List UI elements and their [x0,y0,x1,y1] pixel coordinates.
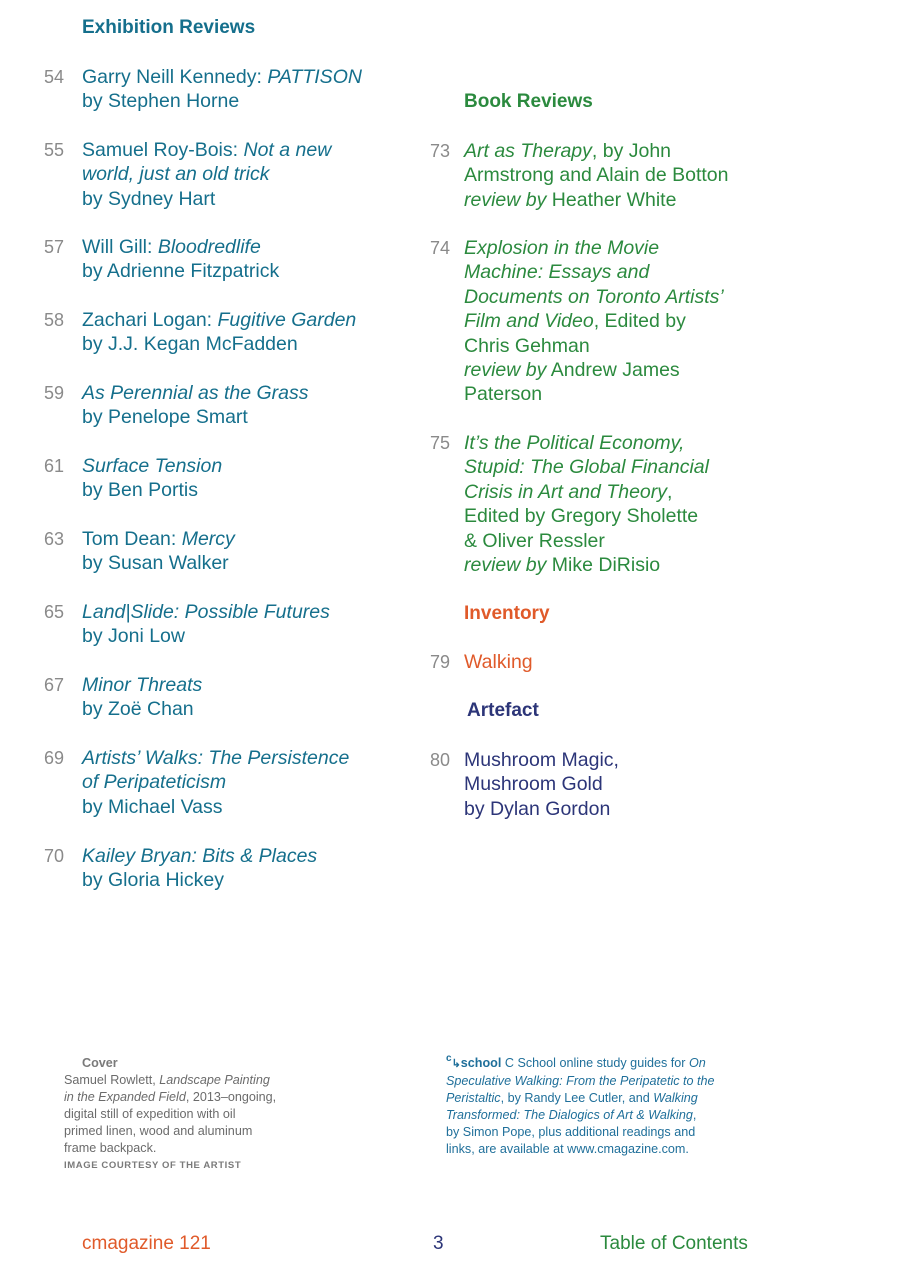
cschool-text: , by Randy Lee Cutler, and [500,1091,654,1105]
cschool-text: by Simon Pope, plus additional readings and [446,1125,696,1139]
page-number: 55 [43,140,64,160]
book-title: Machine: Essays and [464,261,650,284]
page-number: 59 [43,383,64,403]
cover-artist: Samuel Rowlett, [64,1073,160,1087]
exhibition-title: of Peripateticism [82,771,227,794]
cschool-guide-title: Transformed: The Dialogics of Art & Walking [446,1108,693,1122]
page-number: 67 [43,675,64,695]
artefact-author: by Dylan Gordon [464,797,611,820]
artefact-title: Mushroom Magic, [464,749,619,771]
artefact-heading: Artefact [467,700,539,721]
review-by: review by [464,188,547,211]
reviewer: Mike DiRisio [551,554,661,577]
book-title: Film and Video [464,310,594,333]
artist-name: Zachari Logan: [82,309,218,331]
book-title: It’s the Political Economy, [464,432,685,454]
reviewer: by Adrienne Fitzpatrick [82,260,280,283]
book-title: Stupid: The Global Financial [464,456,709,479]
artist-name: Will Gill: [82,236,158,258]
exhibition-title: Artists’ Walks: The Persistence [82,747,350,769]
page-number: 57 [43,237,64,257]
exhibition-title: Kailey Bryan: Bits & Places [82,845,318,867]
book-editor: Chris Gehman [464,334,590,357]
page-number: 63 [43,529,64,549]
book-editor: Edited by Gregory Sholette [464,505,699,528]
book-heading: Book Reviews [464,91,593,112]
reviewer: Heather White [551,188,677,211]
magazine-issue: cmagazine 121 [82,1233,211,1254]
book-title: Explosion in the Movie [464,237,660,259]
page-number: 73 [429,141,450,161]
cover-caption [64,1055,324,1174]
reviewer: by Gloria Hickey [82,869,224,892]
punct: , [667,480,673,503]
exhibition-title: Fugitive Garden [217,309,357,331]
cschool-guide-title: On [689,1056,706,1070]
exhibition-title: Land|Slide: Possible Futures [82,601,330,623]
page-number: 58 [43,310,64,330]
exhibition-title: Bloodredlife [157,236,261,258]
cschool-logo-text: school [460,1056,502,1070]
exhibition-title: Mercy [181,528,235,550]
book-author: , by John [591,140,672,162]
page-number: 54 [43,67,64,87]
return-arrow-icon: ↳ [451,1058,461,1070]
cover-title: Landscape Painting [159,1073,270,1087]
inventory-heading: Inventory [464,603,550,624]
page-number: 74 [429,238,450,258]
artist-name: Samuel Roy-Bois: [82,139,244,161]
book-title: Art as Therapy [464,140,592,162]
reviewer: by Ben Portis [82,479,198,502]
exhibition-heading: Exhibition Reviews [82,17,256,38]
exhibition-title: Surface Tension [82,455,223,477]
reviewer: by Joni Low [82,625,185,648]
review-by: review by [464,359,547,382]
book-author: Armstrong and Alain de Botton [464,164,729,187]
section-title: Table of Contents [600,1233,748,1254]
reviewer: by Zoë Chan [82,698,194,721]
page-number: 70 [43,846,64,866]
reviewer: by Sydney Hart [82,187,216,210]
cschool-text: , [692,1108,697,1122]
reviewer: by Penelope Smart [82,406,248,429]
cover-label: Cover [82,1056,118,1070]
cover-medium: primed linen, wood and aluminum [64,1124,253,1138]
book-title: Documents on Toronto Artists’ [464,285,724,308]
cschool-logo [446,1053,502,1070]
book-editor: & Oliver Ressler [464,529,605,552]
exhibition-title: Not a new [243,139,332,161]
image-credit: IMAGE COURTESY OF THE ARTIST [64,1160,242,1171]
cschool-guide-title: Speculative Walking: From the Peripatetic to the [446,1074,715,1088]
book-editor: , Edited by [593,310,686,333]
page-number: 61 [43,456,64,476]
artist-name: Tom Dean: [82,528,182,550]
reviewer: by Susan Walker [82,552,229,575]
cschool-note [446,1055,776,1158]
exhibition-title: PATTISON [267,66,362,88]
artefact-title: Mushroom Gold [464,773,603,796]
page-number: 75 [429,433,450,453]
cover-medium: digital still of expedition with oil [64,1107,236,1121]
page-number: 65 [43,602,64,622]
reviewer: by J.J. Kegan McFadden [82,333,298,356]
cover-medium: frame backpack. [64,1141,157,1155]
artist-name: Garry Neill Kennedy: [82,66,268,88]
exhibition-title: Minor Threats [82,674,203,696]
cschool-text: C School online study guides for [504,1056,689,1070]
cschool-guide-title: Walking [653,1091,698,1105]
exhibition-title: world, just an old trick [82,163,270,186]
page-number: 80 [429,750,450,770]
reviewer: Andrew James [550,359,680,382]
cschool-logo-c: c [446,1053,452,1064]
page-number-footer: 3 [433,1233,444,1254]
page-number: 79 [429,652,450,672]
book-title: Crisis in Art and Theory [464,480,668,503]
cover-title: in the Expanded Field [64,1090,186,1104]
review-by: review by [464,554,547,577]
reviewer: by Stephen Horne [82,90,240,113]
exhibition-title: As Perennial as the Grass [82,382,309,404]
page-number: 69 [43,748,64,768]
reviewer: by Michael Vass [82,795,223,818]
cschool-link[interactable]: links, are available at www.cmagazine.com. [446,1142,689,1156]
reviewer: Paterson [464,383,543,406]
cover-date: , 2013–ongoing, [185,1090,277,1104]
inventory-title: Walking [464,651,533,673]
cschool-guide-title: Peristaltic [446,1091,501,1105]
